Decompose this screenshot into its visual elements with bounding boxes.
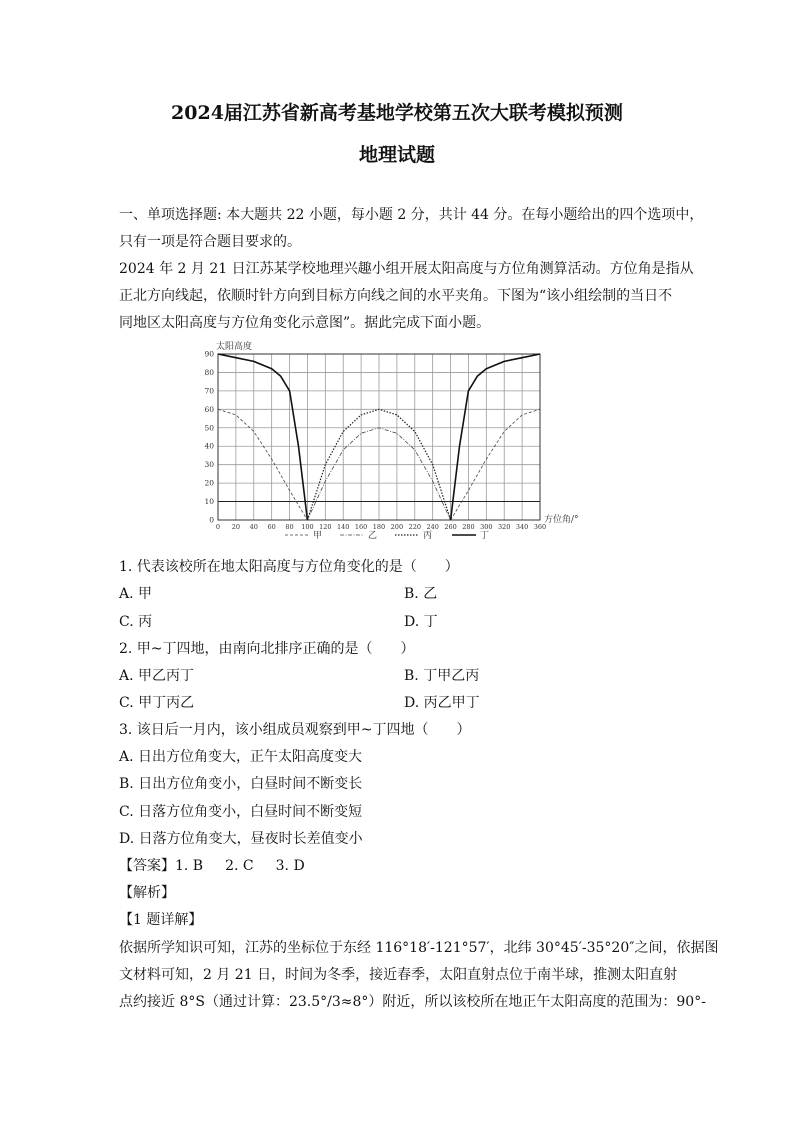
legend-label-乙: 乙 <box>368 531 378 541</box>
question-1-option-c: C. 丙 <box>119 614 153 630</box>
y-tick-label: 10 <box>204 497 214 507</box>
x-tick-label: 100 <box>301 523 314 531</box>
section-header-line-1: 一、单项选择题: 本大题共 22 小题，每小题 2 分，共计 44 分。在每小题给出的四个选项中， <box>119 207 704 223</box>
answer-item-1: 1. B <box>175 858 204 874</box>
answer-line <box>119 855 327 875</box>
x-tick-label: 240 <box>426 523 439 531</box>
x-tick-label: 80 <box>285 523 294 531</box>
x-tick-label: 360 <box>533 523 547 531</box>
answer-item-3: 3. D <box>275 858 305 874</box>
question-1-option-d: D. 丁 <box>404 614 438 630</box>
analysis-sub-header: 【1 题详解】 <box>119 912 203 928</box>
analysis-line-1: 依据所学知识可知，江苏的坐标位于东经 116°18′-121°57′，北纬 30°45′-35°20″之间，依据图 <box>119 940 719 956</box>
question-3-option-a: A. 日出方位角变大，正午太阳高度变大 <box>119 749 363 765</box>
intro-line-1: 2024 年 2 月 21 日江苏某学校地理兴趣小组开展太阳高度与方位角测算活动。方位角是指从 <box>119 261 694 277</box>
x-tick-label: 260 <box>444 523 457 531</box>
y-tick-label: 90 <box>204 349 214 359</box>
question-2-option-c: C. 甲丁丙乙 <box>119 695 195 711</box>
document-title: 2024届江苏省新高考基地学校第五次大联考模拟预测 <box>171 102 623 124</box>
x-tick-label: 220 <box>408 523 421 531</box>
y-tick-label: 50 <box>204 423 214 433</box>
question-2-stem: 2. 甲~丁四地，由南向北排序正确的是（ ） <box>119 641 415 657</box>
legend-label-甲: 甲 <box>313 531 323 541</box>
x-tick-label: 180 <box>372 523 386 531</box>
x-tick-label: 120 <box>319 523 332 531</box>
question-2-option-b: B. 丁甲乙丙 <box>404 668 480 684</box>
series-line-丁 <box>218 354 307 520</box>
x-tick-label: 40 <box>249 523 258 531</box>
x-tick-label: 300 <box>480 523 493 531</box>
solar-altitude-azimuth-chart <box>190 334 600 546</box>
x-tick-label: 0 <box>215 523 221 531</box>
answer-label: 【答案】 <box>119 858 175 874</box>
x-tick-label: 200 <box>390 523 404 531</box>
question-3-option-d: D. 日落方位角变大，昼夜时长差值变小 <box>119 831 363 847</box>
question-1-stem: 1. 代表该校所在地太阳高度与方位角变化的是（ ） <box>119 559 459 575</box>
x-tick-label: 20 <box>231 523 241 531</box>
y-tick-label: 0 <box>209 515 214 525</box>
question-3-option-b: B. 日出方位角变小，白昼时间不断变长 <box>119 776 363 792</box>
x-tick-label: 140 <box>337 523 350 531</box>
y-tick-label: 60 <box>204 404 214 414</box>
question-2-option-a: A. 甲乙丙丁 <box>119 668 195 684</box>
y-tick-label: 70 <box>204 386 214 396</box>
y-tick-label: 80 <box>204 367 214 377</box>
answer-item-2: 2. C <box>225 858 254 874</box>
document-subtitle: 地理试题 <box>358 144 435 166</box>
analysis-line-3: 点约接近 8°S（通过计算：23.5°/3≈8°）附近，所以该校所在地正午太阳高度的范围为：90°- <box>119 994 706 1010</box>
question-3-stem: 3. 该日后一月内，该小组成员观察到甲~丁四地（ ） <box>119 722 471 738</box>
x-axis-label: 方位角/° <box>544 515 579 525</box>
question-1-option-a: A. 甲 <box>119 586 153 602</box>
x-tick-label: 340 <box>515 523 529 531</box>
intro-line-3: 同地区太阳高度与方位角变化示意图”。据此完成下面小题。 <box>119 315 491 331</box>
x-tick-label: 60 <box>267 523 276 531</box>
legend-label-丁: 丁 <box>480 531 490 541</box>
analysis-line-2: 文材料可知，2 月 21 日，时间为冬季，接近春季，太阳直射点位于南半球，推测太阳直射 <box>119 967 678 983</box>
section-header-line-2: 只有一项是符合题目要求的。 <box>119 234 301 250</box>
x-tick-label: 280 <box>462 523 475 531</box>
intro-line-2: 正北方向线起，依顺时针方向到目标方向线之间的水平夹角。下图为“该小组绘制的当日不 <box>119 288 673 304</box>
x-tick-label: 160 <box>354 523 368 531</box>
legend-label-丙: 丙 <box>423 531 433 541</box>
question-1-option-b: B. 乙 <box>404 586 438 602</box>
y-tick-label: 20 <box>204 478 214 488</box>
x-tick-label: 320 <box>498 523 511 531</box>
series-line-丁 <box>451 354 540 520</box>
question-2-option-d: D. 丙乙甲丁 <box>404 695 480 711</box>
y-axis-label: 太阳高度 <box>216 342 253 352</box>
analysis-header: 【解析】 <box>119 885 175 901</box>
y-tick-label: 30 <box>204 460 214 470</box>
question-3-option-c: C. 日落方位角变小，白昼时间不断变短 <box>119 804 363 820</box>
y-tick-label: 40 <box>204 441 214 451</box>
